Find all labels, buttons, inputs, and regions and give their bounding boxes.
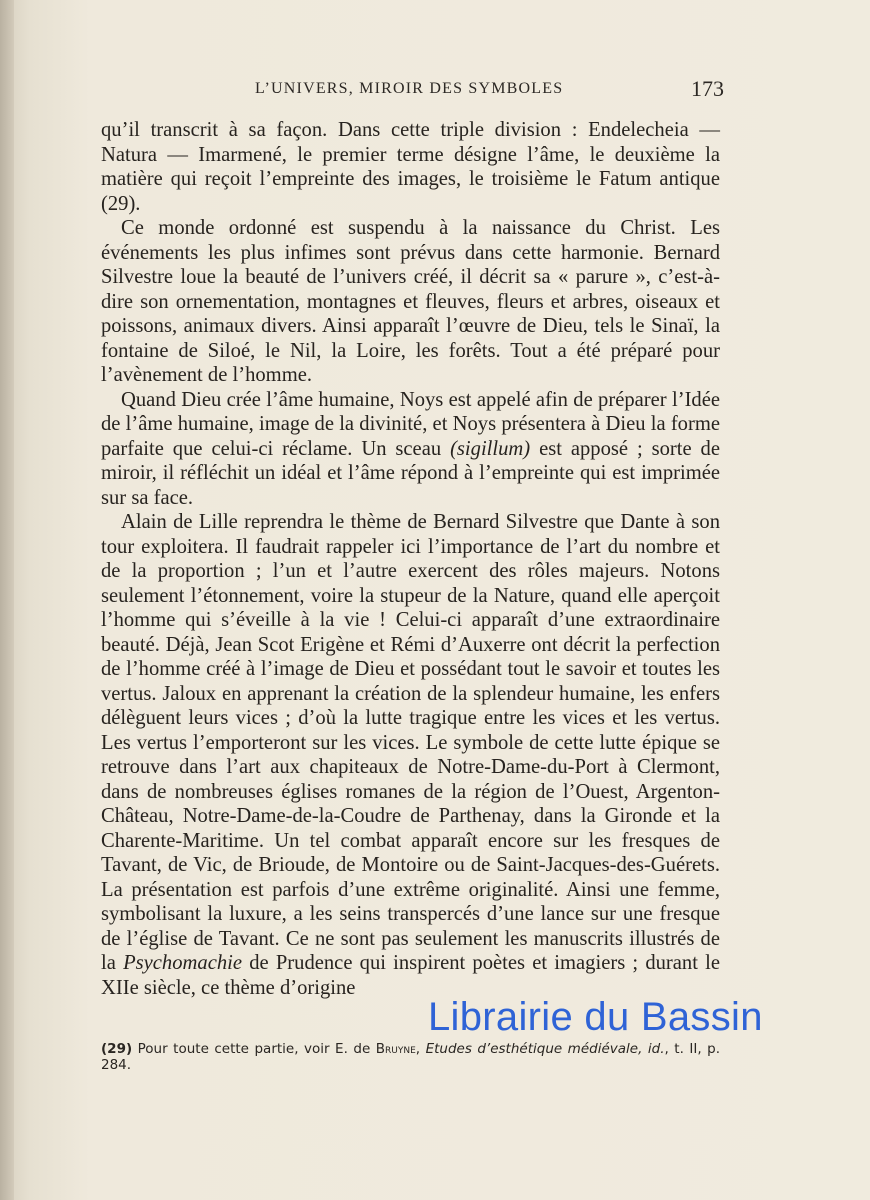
paragraph-4: Alain de Lille reprendra le thème de Bernard Silvestre que Dante à son tour exploitera. Il faudrait rappeler ici l’importance de l’art du nombre et de la proportion ; l’un et l’autre exercent des rôles majeurs. Notons seulement l’étonnement, voire la stupeur de la Nature, quand elle aperçoit l’homme qui s’éveille à la vie ! Celui-ci apparaît d’une extraordinaire beauté. Déjà, Jean Scot Erigène et Rémi d’Auxerre ont décrit la perfection de l’homme créé à l’image de Dieu et possédant tout le savoir et toutes les vertus. Jaloux en apprenant la création de la splendeur humaine, les enfers délèguent leurs vices ; d’où la lutte tragique entre les vices et les vertus. Les vertus l’emporteront sur les vices. Le symbole de cette lutte épique se retrouve dans l’art aux chapiteaux de Notre-Dame-du-Port à Clermont, dans de nombreuses églises romanes de la région de l’Ouest, Argenton-Château, Notre-Dame-de-la-Coudre de Parthenay, dans la Gironde et la Charente-Maritime. Un tel combat apparaît encore sur les fresques de Tavant, de Vic, de Brioude, de Montoire ou de Saint-Jacques-des-Guérets. La présentation est parfois d’une extrême originalité. Ainsi une femme, symbolisant la luxure, a les seins transpercés d’une lance sur une fresque de l’église de Tavant. Ce ne sont pas seulement les manuscrits illustrés de la Psychomachie de Prudence qui inspirent poètes et imagiers ; durant le XIIe siècle, ce thème d’origine [101,511,720,999]
paragraph-2: Ce monde ordonné est suspendu à la naissance du Christ. Les événements les plus infimes sont prévus dans cette harmonie. Bernard Silvestre loue la beauté de l’univers créé, il décrit sa « parure », c’est-à-dire son ornementation, montagnes et fleuves, fleurs et arbres, oiseaux et poissons, animaux divers. Ainsi apparaît l’œuvre de Dieu, tels le Sinaï, la fontaine de Siloé, le Nil, la Loire, les forêts. Tout a été préparé pour l’avènement de l’homme. [101,217,720,386]
work-title: Psychomachie [123,952,242,974]
latin-term: (sigillum) [450,437,531,460]
footnote-number: (29) [101,1041,133,1057]
paragraph-1: qu’il transcrit à sa façon. Dans cette triple division : Endelecheia — Natura — Imarmené, le premier terme désigne l’âme, le deuxième la matière qui reçoit l’empreinte des images, le troisième le Fatum antique (29). [101,119,720,215]
watermark: Librairie du Bassin [428,995,763,1039]
footnote-title: Etudes d’esthétique médiévale, id. [425,1041,665,1057]
page-header [100,76,730,106]
footnote-author: Bruyne [375,1041,416,1057]
running-title: L’UNIVERS, MIROIR DES SYMBOLES [255,80,564,97]
footnote: (29) Pour toute cette partie, voir E. de Bruyne, Etudes d’esthétique médiévale, id., t. II, p. 284. [101,1041,720,1073]
page-number: 173 [691,76,724,101]
paragraph-3: Quand Dieu crée l’âme humaine, Noys est appelé afin de préparer l’Idée de l’âme humaine, image de la divinité, et Noys présentera à Dieu la forme parfaite que celui-ci réclame. Un sceau (sigillum) est apposé ; sorte de miroir, il réfléchit un idéal et l’âme répond à l’empreinte qui est imprimée sur sa face. [101,388,720,509]
body-text [101,118,720,1000]
book-gutter [0,0,14,1200]
